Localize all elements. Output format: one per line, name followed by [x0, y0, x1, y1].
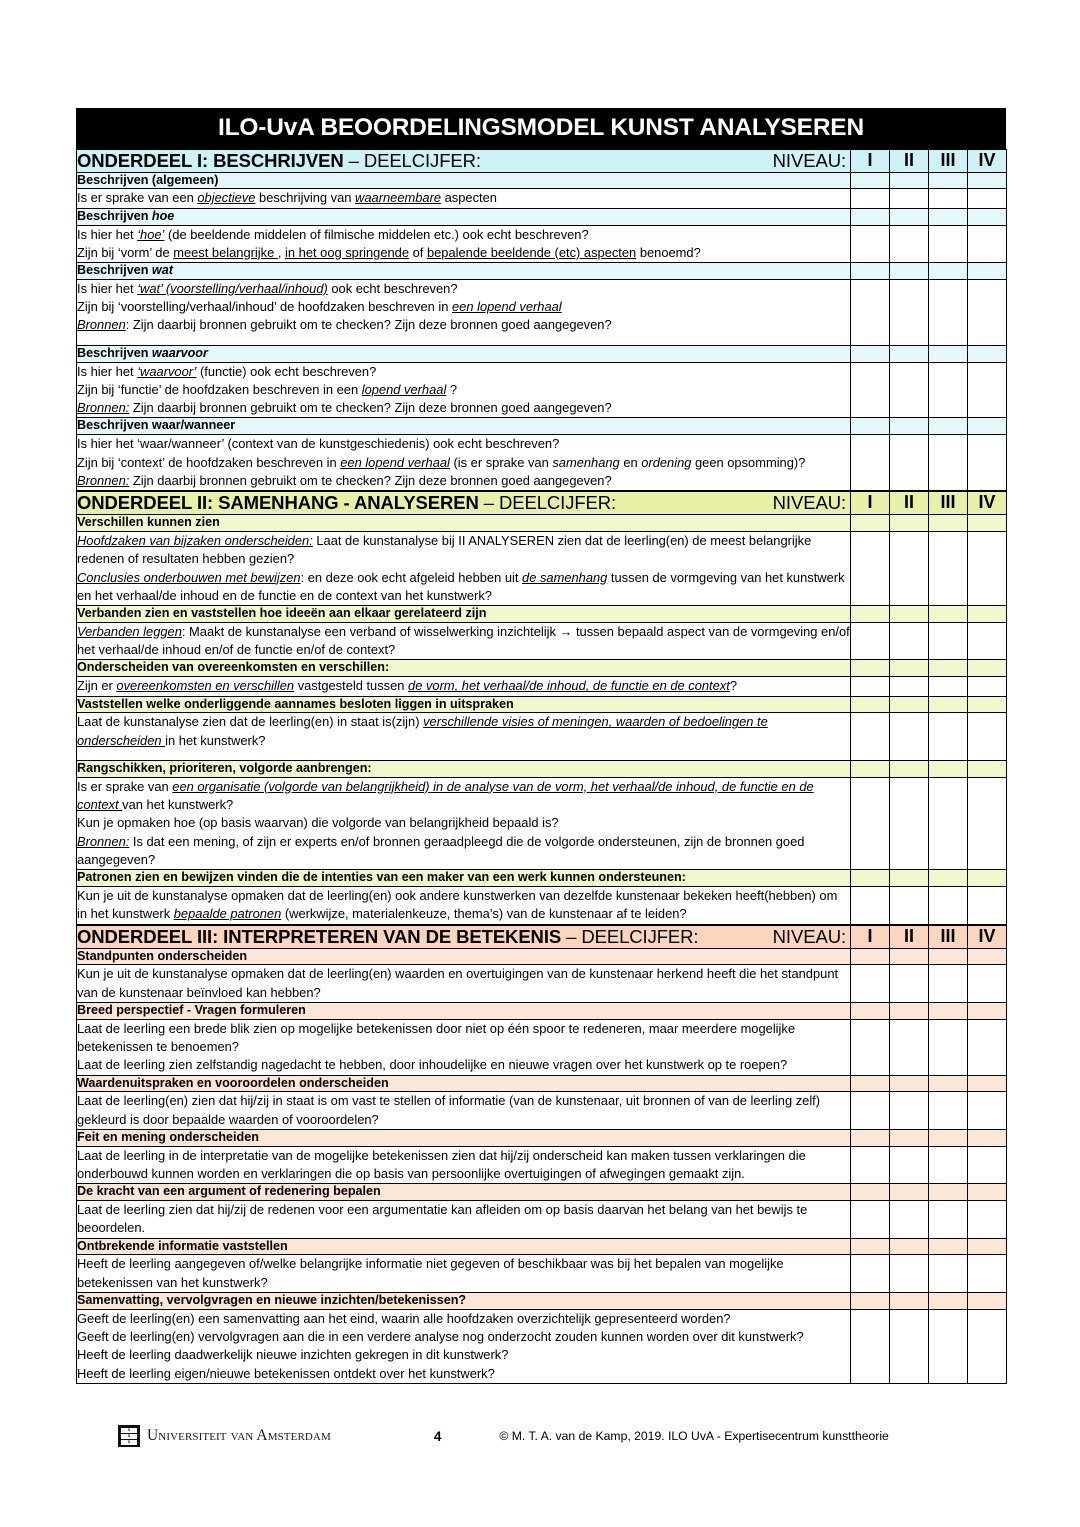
blank-cell: [890, 279, 929, 345]
blank-cell: [890, 713, 929, 761]
blank-cell: [929, 1201, 968, 1239]
score-checkbox-level-2[interactable]: [890, 172, 929, 189]
blank-cell: [890, 886, 929, 924]
description-line: Kun je uit de kunstanalyse opmaken dat de leerling(en) ook andere kunstwerken van dezelfde kunstenaar bekeken heeft(hebben) om in het kunstwerk bepaalde patronen (werkwijze, materialenkeuze, thema’s) van de kunstenaar af te leiden?: [77, 887, 838, 922]
blank-cell: [968, 622, 1007, 660]
level-header-2: II: [890, 925, 929, 948]
description-line: Is hier het ‘waarvoor’ (functie) ook echt beschreven?: [77, 363, 377, 379]
description-row: [77, 713, 1007, 761]
level-header-4: IV: [968, 925, 1007, 948]
description-line: Bronnen: Zijn daarbij bronnen gebruikt om te checken? Zijn deze bronnen goed aangegeven?: [77, 317, 612, 333]
blank-cell: [968, 677, 1007, 696]
score-checkbox-level-2[interactable]: [890, 948, 929, 965]
blank-cell: [851, 886, 890, 924]
section-header-row: [77, 925, 1007, 948]
blank-cell: [929, 677, 968, 696]
score-checkbox-level-1[interactable]: [851, 948, 890, 965]
description-row: [77, 189, 1007, 208]
score-checkbox-level-2[interactable]: [890, 208, 929, 225]
description-line: Zijn bij ‘context’ de hoofdzaken beschreven in een lopend verhaal (is er sprake van samenhang en ordening geen opsomming)?: [77, 454, 806, 470]
blank-cell: [890, 1092, 929, 1130]
description-text: [77, 886, 851, 924]
blank-cell: [851, 1092, 890, 1130]
description-text: [77, 677, 851, 696]
blank-cell: [890, 677, 929, 696]
description-line: Conclusies onderbouwen met bewijzen: en deze ook echt afgeleid hebben uit de samenhang tussen de vormgeving van het kunstwerk en het verhaal/de inhoud en de functie en de context van het kunstwerk?: [77, 569, 845, 603]
section-deelcijfer-label: – DEELCIJFER:: [348, 149, 481, 171]
blank-cell: [968, 1019, 1007, 1075]
description-row: [77, 1255, 1007, 1293]
criterion-row: [77, 1075, 1007, 1092]
description-row: [77, 622, 1007, 660]
blank-cell: [890, 1255, 929, 1293]
level-header-1: I: [851, 492, 890, 515]
criterion-label: Verschillen kunnen zien: [77, 515, 851, 532]
description-line: Zijn bij ‘voorstelling/verhaal/inhoud’ de hoofdzaken beschreven in een lopend verhaal: [77, 299, 562, 315]
section-header-cell: [77, 492, 851, 515]
criterion-label: Beschrijven waarvoor: [77, 345, 851, 362]
criterion-row: [77, 1293, 1007, 1310]
description-line: Zijn bij ‘vorm’ de meest belangrijke , in het oog springende of bepalende beeldende (etc) aspecten benoemd?: [77, 244, 701, 260]
blank-cell: [968, 225, 1007, 263]
score-checkbox-level-1[interactable]: [851, 696, 890, 713]
criterion-label: Vaststellen welke onderliggende aannames besloten liggen in uitspraken: [77, 696, 851, 713]
level-header-4: IV: [968, 149, 1007, 172]
description-text: [77, 777, 851, 870]
criterion-row: [77, 172, 1007, 189]
score-checkbox-level-4[interactable]: [968, 208, 1007, 225]
score-checkbox-level-4[interactable]: [968, 1293, 1007, 1310]
level-header-4: IV: [968, 492, 1007, 515]
score-checkbox-level-1[interactable]: [851, 208, 890, 225]
blank-cell: [851, 225, 890, 263]
criterion-row: [77, 606, 1007, 623]
blank-cell: [929, 886, 968, 924]
blank-cell: [929, 279, 968, 345]
description-text: [77, 965, 851, 1003]
criterion-row: [77, 660, 1007, 677]
blank-cell: [890, 435, 929, 491]
level-header-1: I: [851, 925, 890, 948]
criterion-row: [77, 1002, 1007, 1019]
score-checkbox-level-2[interactable]: [890, 760, 929, 777]
score-checkbox-level-2[interactable]: [890, 1238, 929, 1255]
blank-cell: [890, 1019, 929, 1075]
score-checkbox-level-2[interactable]: [890, 1129, 929, 1146]
description-text: [77, 189, 851, 208]
score-checkbox-level-1[interactable]: [851, 870, 890, 887]
blank-cell: [968, 189, 1007, 208]
score-checkbox-level-1[interactable]: [851, 172, 890, 189]
score-checkbox-level-4[interactable]: [968, 1075, 1007, 1092]
criterion-label: Waardenuitspraken en vooroordelen onderscheiden: [77, 1075, 851, 1092]
blank-cell: [890, 225, 929, 263]
description-text: [77, 622, 851, 660]
section-header-row: [77, 149, 1007, 172]
section-title: ONDERDEEL III: INTERPRETEREN VAN DE BETEKENIS: [77, 925, 562, 947]
score-checkbox-level-3[interactable]: [929, 172, 968, 189]
criterion-label: Beschrijven (algemeen): [77, 172, 851, 189]
section-deelcijfer-label: – DEELCIJFER:: [566, 925, 699, 947]
blank-cell: [851, 531, 890, 605]
level-header-3: III: [929, 149, 968, 172]
score-checkbox-level-2[interactable]: [890, 660, 929, 677]
score-checkbox-level-2[interactable]: [890, 345, 929, 362]
score-checkbox-level-1[interactable]: [851, 1075, 890, 1092]
description-line: Is er sprake van een organisatie (volgorde van belangrijkheid) in de analyse van de vorm, het verhaal/de inhoud, de functie en de context van het kunstwerk?: [77, 778, 814, 812]
blank-cell: [851, 777, 890, 870]
description-line: Bronnen: Zijn daarbij bronnen gebruikt om te checken? Zijn deze bronnen goed aangegeven?: [77, 400, 612, 416]
score-checkbox-level-3[interactable]: [929, 870, 968, 887]
blank-cell: [851, 1146, 890, 1184]
score-checkbox-level-3[interactable]: [929, 345, 968, 362]
blank-cell: [851, 435, 890, 491]
blank-cell: [929, 777, 968, 870]
blank-cell: [968, 1201, 1007, 1239]
blank-cell: [968, 279, 1007, 345]
score-checkbox-level-4[interactable]: [968, 1184, 1007, 1201]
description-line: Geeft de leerling(en) een samenvatting aan het eind, waarin alle hoofdzaken overzichtelijk gepresenteerd worden?: [77, 1310, 731, 1326]
score-checkbox-level-1[interactable]: [851, 418, 890, 435]
niveau-label: NIVEAU:: [772, 149, 846, 171]
description-row: [77, 677, 1007, 696]
page-footer: [76, 1406, 1006, 1466]
description-row: [77, 886, 1007, 924]
blank-cell: [968, 1309, 1007, 1383]
copyright-notice: © M. T. A. van de Kamp, 2019. ILO UvA - Expertisecentrum kunsttheorie: [499, 1429, 889, 1443]
score-checkbox-level-1[interactable]: [851, 1238, 890, 1255]
blank-cell: [851, 1255, 890, 1293]
section-table-onderdeel-2: [76, 491, 1007, 924]
university-name: Universiteit van Amsterdam: [147, 1427, 331, 1444]
section-table-onderdeel-3: [76, 925, 1007, 1384]
description-row: [77, 777, 1007, 870]
blank-cell: [929, 622, 968, 660]
sections-container: [76, 149, 1006, 1384]
criterion-label: Patronen zien en bewijzen vinden die de intenties van een maker van een werk kunnen ondersteunen:: [77, 870, 851, 887]
score-checkbox-level-3[interactable]: [929, 1184, 968, 1201]
description-text: [77, 1019, 851, 1075]
description-line: Is hier het ‘wat’ (voorstelling/verhaal/inhoud) ook echt beschreven?: [77, 280, 458, 296]
description-text: [77, 1309, 851, 1383]
score-checkbox-level-2[interactable]: [890, 515, 929, 532]
blank-cell: [929, 1092, 968, 1130]
criterion-label: Standpunten onderscheiden: [77, 948, 851, 965]
level-header-2: II: [890, 149, 929, 172]
score-checkbox-level-1[interactable]: [851, 1293, 890, 1310]
level-header-3: III: [929, 492, 968, 515]
blank-cell: [929, 1019, 968, 1075]
score-checkbox-level-3[interactable]: [929, 1002, 968, 1019]
score-checkbox-level-4[interactable]: [968, 948, 1007, 965]
blank-cell: [851, 713, 890, 761]
section-header-cell: [77, 149, 851, 172]
page-number: 4: [433, 1428, 442, 1444]
blank-cell: [890, 965, 929, 1003]
blank-cell: [851, 622, 890, 660]
blank-cell: [968, 435, 1007, 491]
description-line: Heeft de leerling daadwerkelijk nieuwe inzichten gekregen in dit kunstwerk?: [77, 1347, 509, 1363]
blank-cell: [851, 1309, 890, 1383]
description-row: [77, 225, 1007, 263]
blank-cell: [968, 1255, 1007, 1293]
blank-cell: [968, 362, 1007, 418]
criterion-row: [77, 418, 1007, 435]
blank-cell: [851, 279, 890, 345]
blank-cell: [929, 189, 968, 208]
level-header-1: I: [851, 149, 890, 172]
description-text: [77, 1255, 851, 1293]
score-checkbox-level-3[interactable]: [929, 1129, 968, 1146]
description-row: [77, 279, 1007, 345]
criterion-label: Ontbrekende informatie vaststellen: [77, 1238, 851, 1255]
description-line: Heeft de leerling aangegeven of/welke belangrijke informatie niet gegeven of beschikbaar was bij het bepalen van mogelijke betekenissen van het kunstwerk?: [77, 1256, 784, 1290]
score-checkbox-level-4[interactable]: [968, 515, 1007, 532]
criterion-label: Rangschikken, prioriteren, volgorde aanbrengen:: [77, 760, 851, 777]
score-checkbox-level-2[interactable]: [890, 696, 929, 713]
description-row: [77, 965, 1007, 1003]
score-checkbox-level-3[interactable]: [929, 1075, 968, 1092]
criterion-row: [77, 1184, 1007, 1201]
description-line: Kun je opmaken hoe (op basis waarvan) die volgorde van belangrijkheid bepaald is?: [77, 815, 559, 831]
description-line: Is er sprake van een objectieve beschrijving van waarneembare aspecten: [77, 190, 497, 206]
score-checkbox-level-2[interactable]: [890, 418, 929, 435]
score-checkbox-level-2[interactable]: [890, 606, 929, 623]
description-row: [77, 362, 1007, 418]
blank-cell: [890, 1201, 929, 1239]
blank-cell: [968, 965, 1007, 1003]
criterion-row: [77, 1238, 1007, 1255]
blank-cell: [929, 435, 968, 491]
score-checkbox-level-4[interactable]: [968, 660, 1007, 677]
description-line: Laat de leerling zien dat hij/zij de redenen voor een argumentatie kan afleiden om op basis daarvan het belang van het bewijs te beoordelen.: [77, 1202, 808, 1236]
criterion-label: Beschrijven wat: [77, 263, 851, 280]
description-line: Laat de leerling in de interpretatie van de mogelijke betekenissen zien dat hij/zij onderscheid kan maken tussen verklaringen die onderbouwd kunnen worden en verklaringen die op basis van persoonlijke overtuigingen of afwegingen gemaakt zijn.: [77, 1147, 806, 1181]
uva-coat-of-arms-icon: x x x: [118, 1425, 140, 1447]
description-row: [77, 435, 1007, 491]
blank-cell: [890, 362, 929, 418]
description-text: [77, 713, 851, 761]
criterion-label: Feit en mening onderscheiden: [77, 1129, 851, 1146]
blank-cell: [890, 777, 929, 870]
description-row: [77, 1019, 1007, 1075]
description-text: [77, 435, 851, 491]
criterion-row: [77, 263, 1007, 280]
description-line: Zijn bij ‘functie’ de hoofdzaken beschreven in een lopend verhaal ?: [77, 381, 458, 397]
description-row: [77, 1201, 1007, 1239]
score-checkbox-level-4[interactable]: [968, 606, 1007, 623]
criterion-row: [77, 1129, 1007, 1146]
score-checkbox-level-2[interactable]: [890, 870, 929, 887]
description-line: Laat de leerling een brede blik zien op mogelijke betekenissen door niet op één spoor te redeneren, maar meerdere mogelijke betekenissen te benoemen?: [77, 1020, 796, 1054]
description-line: Heeft de leerling eigen/nieuwe betekenissen ontdekt over het kunstwerk?: [77, 1365, 495, 1381]
level-header-3: III: [929, 925, 968, 948]
score-checkbox-level-1[interactable]: [851, 515, 890, 532]
score-checkbox-level-3[interactable]: [929, 1238, 968, 1255]
score-checkbox-level-4[interactable]: [968, 345, 1007, 362]
criterion-row: [77, 515, 1007, 532]
blank-cell: [929, 531, 968, 605]
description-row: [77, 1092, 1007, 1130]
score-checkbox-level-2[interactable]: [890, 1293, 929, 1310]
score-checkbox-level-1[interactable]: [851, 760, 890, 777]
blank-cell: [851, 189, 890, 208]
blank-cell: [968, 531, 1007, 605]
description-row: [77, 531, 1007, 605]
section-header-cell: [77, 925, 851, 948]
description-line: Verbanden leggen: Maakt de kunstanalyse een verband of wisselwerking inzichtelijk → tussen bepaald aspect van de vormgeving en/of het verhaal/de inhoud en/of de functie en/of de context?: [77, 623, 850, 658]
score-checkbox-level-3[interactable]: [929, 263, 968, 280]
blank-cell: [929, 225, 968, 263]
score-checkbox-level-2[interactable]: [890, 263, 929, 280]
blank-cell: [968, 1092, 1007, 1130]
description-text: [77, 1146, 851, 1184]
description-text: [77, 1201, 851, 1239]
criterion-label: De kracht van een argument of redenering bepalen: [77, 1184, 851, 1201]
score-checkbox-level-4[interactable]: [968, 1238, 1007, 1255]
blank-cell: [929, 1255, 968, 1293]
blank-cell: [968, 777, 1007, 870]
score-checkbox-level-4[interactable]: [968, 418, 1007, 435]
score-checkbox-level-4[interactable]: [968, 1002, 1007, 1019]
criterion-row: [77, 208, 1007, 225]
description-line: Laat de kunstanalyse zien dat de leerling(en) in staat is(zijn) verschillende visies of meningen, waarden of bedoelingen te onderscheiden in het kunstwerk?: [77, 714, 768, 748]
description-line: Laat de leerling(en) zien dat hij/zij in staat is om vast te stellen of informatie (van de kunstenaar, uit bronnen of van de leerling zelf) gekleurd is door bepaalde waarden of vooroordelen?: [77, 1093, 821, 1127]
blank-cell: [890, 189, 929, 208]
section-title: ONDERDEEL I: BESCHRIJVEN: [77, 149, 344, 171]
blank-cell: [890, 531, 929, 605]
blank-cell: [968, 1146, 1007, 1184]
score-checkbox-level-4[interactable]: [968, 696, 1007, 713]
score-checkbox-level-2[interactable]: [890, 1075, 929, 1092]
score-checkbox-level-1[interactable]: [851, 1129, 890, 1146]
description-line: Is hier het ‘hoe’ (de beeldende middelen of filmische middelen etc.) ook echt beschreven?: [77, 226, 589, 242]
blank-cell: [851, 1201, 890, 1239]
niveau-label: NIVEAU:: [772, 492, 846, 514]
score-checkbox-level-4[interactable]: [968, 172, 1007, 189]
blank-cell: [968, 886, 1007, 924]
score-checkbox-level-3[interactable]: [929, 606, 968, 623]
criterion-row: [77, 870, 1007, 887]
criterion-row: [77, 696, 1007, 713]
criterion-row: [77, 948, 1007, 965]
score-checkbox-level-1[interactable]: [851, 660, 890, 677]
score-checkbox-level-4[interactable]: [968, 870, 1007, 887]
description-line: Is hier het ‘waar/wanneer’ (context van de kunstgeschiedenis) ook echt beschreven?: [77, 436, 560, 452]
score-checkbox-level-4[interactable]: [968, 1129, 1007, 1146]
criterion-row: [77, 760, 1007, 777]
document-title: ILO-UvA BEOORDELINGSMODEL KUNST ANALYSEREN: [76, 108, 1006, 149]
score-checkbox-level-3[interactable]: [929, 696, 968, 713]
score-checkbox-level-1[interactable]: [851, 345, 890, 362]
blank-cell: [929, 965, 968, 1003]
criterion-label: Samenvatting, vervolgvragen en nieuwe inzichten/betekenissen?: [77, 1293, 851, 1310]
section-deelcijfer-label: – DEELCIJFER:: [483, 492, 617, 514]
criterion-label: Breed perspectief - Vragen formuleren: [77, 1002, 851, 1019]
description-row: [77, 1309, 1007, 1383]
blank-cell: [968, 713, 1007, 761]
score-checkbox-level-1[interactable]: [851, 1002, 890, 1019]
description-text: [77, 279, 851, 345]
uva-logo: [118, 1425, 331, 1447]
assessment-model-document: [76, 108, 1006, 1384]
description-text: [77, 1092, 851, 1130]
blank-cell: [890, 622, 929, 660]
score-checkbox-level-2[interactable]: [890, 1002, 929, 1019]
score-checkbox-level-4[interactable]: [968, 760, 1007, 777]
score-checkbox-level-3[interactable]: [929, 515, 968, 532]
score-checkbox-level-3[interactable]: [929, 660, 968, 677]
blank-cell: [851, 362, 890, 418]
score-checkbox-level-1[interactable]: [851, 1184, 890, 1201]
description-line: Laat de leerling zien zelfstandig nagedacht te hebben, door inhoudelijke en nieuwe vragen over het kunstwerk op te roepen?: [77, 1057, 788, 1073]
description-line: Kun je uit de kunstanalyse opmaken dat de leerling(en) waarden en overtuigingen van de kunstenaar herkend heeft die het standpunt van de kunstenaar beïnvloed kan hebben?: [77, 966, 839, 1000]
level-header-2: II: [890, 492, 929, 515]
blank-cell: [929, 362, 968, 418]
blank-cell: [890, 1309, 929, 1383]
criterion-label: Beschrijven hoe: [77, 208, 851, 225]
score-checkbox-level-3[interactable]: [929, 760, 968, 777]
blank-cell: [851, 965, 890, 1003]
score-checkbox-level-3[interactable]: [929, 208, 968, 225]
blank-cell: [851, 677, 890, 696]
description-text: [77, 362, 851, 418]
score-checkbox-level-1[interactable]: [851, 263, 890, 280]
description-text: [77, 225, 851, 263]
blank-cell: [851, 1019, 890, 1075]
score-checkbox-level-2[interactable]: [890, 1184, 929, 1201]
score-checkbox-level-3[interactable]: [929, 418, 968, 435]
description-row: [77, 1146, 1007, 1184]
description-line: Zijn er overeenkomsten en verschillen vastgesteld tussen de vorm, het verhaal/de inhoud, de functie en de context?: [77, 678, 737, 694]
section-title: ONDERDEEL II: SAMENHANG - ANALYSEREN: [77, 492, 479, 514]
score-checkbox-level-4[interactable]: [968, 263, 1007, 280]
description-line: Hoofdzaken van bijzaken onderscheiden: Laat de kunstanalyse bij II ANALYSEREN zien dat de leerling(en) de meest belangrijke redenen of resultaten hebben gezien?: [77, 532, 812, 567]
description-line: Geeft de leerling(en) vervolgvragen aan die in een verdere analyse nog onderzocht zouden kunnen worden over dit kunstwerk?: [77, 1329, 804, 1345]
criterion-label: Verbanden zien en vaststellen hoe ideeën aan elkaar gerelateerd zijn: [77, 606, 851, 623]
blank-cell: [929, 713, 968, 761]
description-line: Bronnen: Zijn daarbij bronnen gebruikt om te checken? Zijn deze bronnen goed aangegeven?: [77, 472, 612, 488]
score-checkbox-level-1[interactable]: [851, 606, 890, 623]
niveau-label: NIVEAU:: [772, 925, 846, 947]
score-checkbox-level-3[interactable]: [929, 1293, 968, 1310]
blank-cell: [929, 1146, 968, 1184]
blank-cell: [890, 1146, 929, 1184]
criterion-label: Beschrijven waar/wanneer: [77, 418, 851, 435]
blank-cell: [929, 1309, 968, 1383]
criterion-row: [77, 345, 1007, 362]
description-text: [77, 531, 851, 605]
section-table-onderdeel-1: [76, 149, 1007, 491]
criterion-label: Onderscheiden van overeenkomsten en verschillen:: [77, 660, 851, 677]
section-header-row: [77, 492, 1007, 515]
score-checkbox-level-3[interactable]: [929, 948, 968, 965]
description-line: Bronnen: Is dat een mening, of zijn er experts en/of bronnen geraadpleegd die de volgorde ondersteunen, zijn de bronnen goed aangegeven?: [77, 833, 805, 867]
